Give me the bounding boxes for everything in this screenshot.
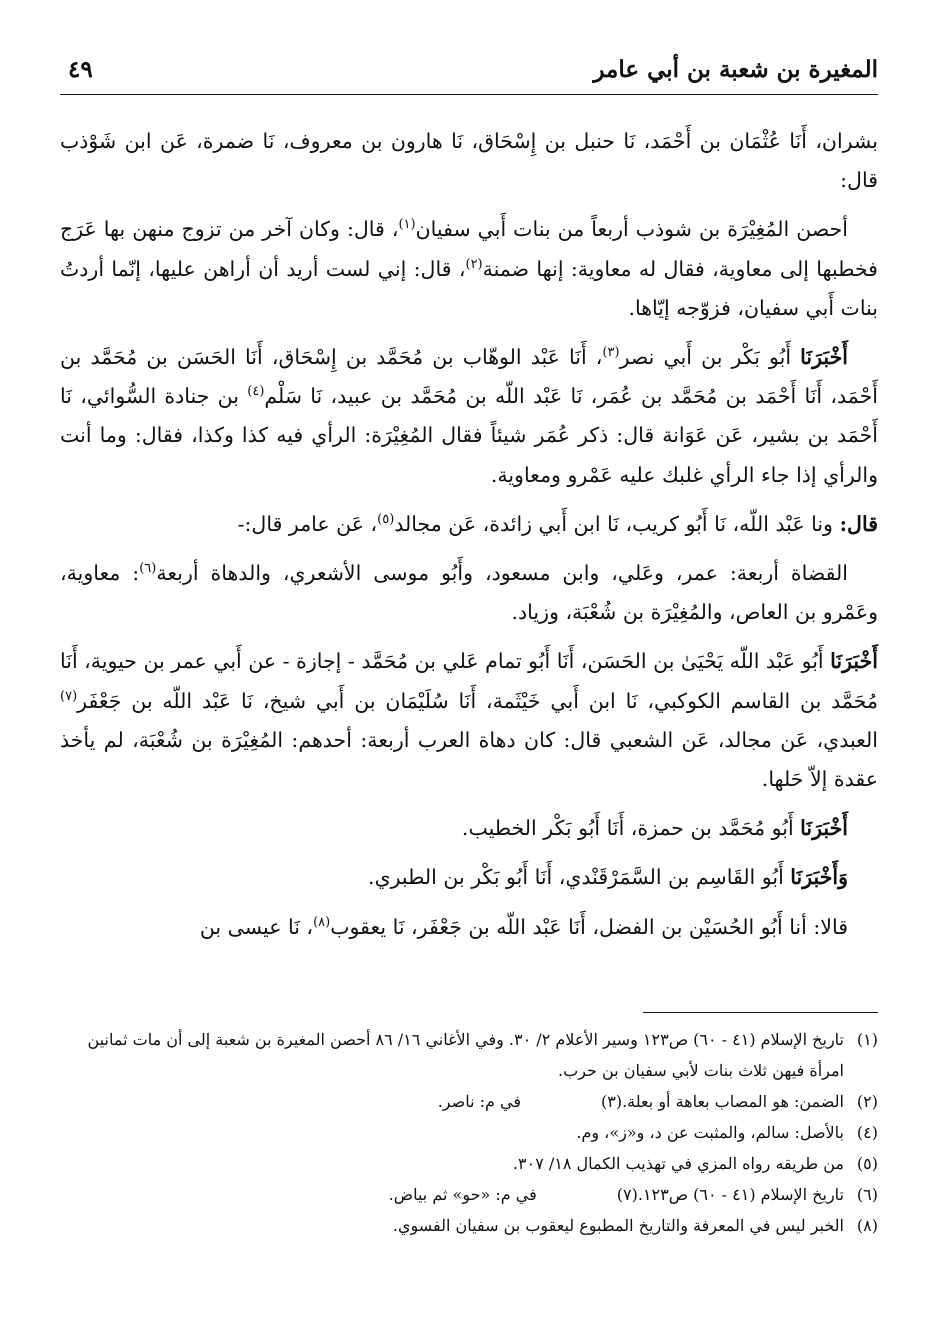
footnote-ref-8[interactable]: (٨) xyxy=(313,914,331,930)
paragraph-text: أَبُو القَاسِم بن السَّمَرْقَنْدي، أَنَا أَبُو بَكْر بن الطبري. xyxy=(368,865,791,890)
paragraph-qala xyxy=(60,505,878,544)
paragraph-report-abu-bakr xyxy=(60,338,878,495)
paragraph-text: أَبُو عَبْد اللّه يَحْيَىٰ بن الحَسَن، أَنَا أَبُو تمام عَلي بن مُحَمَّد - إجازة - عن أَبي عمر بن حيوية، أَنَا مُحَمَّد بن القاسم الكوكبي، نَا ابن أَبي خَيْثَمة، أَنَا سُلَيْمَان بن أَبي شيخ، نَا عَبْد اللّه بن جَعْفَر xyxy=(60,649,878,713)
footnote-1 xyxy=(60,1024,878,1086)
footnote-5 xyxy=(60,1148,878,1179)
footnote-number: (٣) xyxy=(601,1092,623,1111)
footnote-number: (١) xyxy=(856,1030,878,1049)
paragraph-text: بشران، أَنَا عُثْمَان بن أَحْمَد، نَا حنبل بن إِسْحَاق، نَا هارون بن معروف، نَا ضمرة، عَن ابن شَوْذب قال: xyxy=(60,129,878,193)
report-lead: أَخْبَرَنَا xyxy=(800,345,848,370)
footnote-6-7 xyxy=(60,1179,878,1210)
paragraph-text: ، أَنَا عَبْد الوهّاب بن مُحَمَّد بن إِسْحَاق، أَنَا الحَسَن بن مُحَمَّد بن أَحْمَد، أَنَا أَحْمَد بن مُحَمَّد بن عُمَر، نَا عَبْد اللّه بن مُحَمَّد بن عبيد، نَا سَلْم xyxy=(60,345,878,409)
paragraph-text: ، قال: وكان آخر من تزوج منهن بها عَرَج فخطبها إلى معاوية، فقال له معاوية: إنها ضمنة xyxy=(60,217,878,281)
footnote-text: الضمن: هو المصاب بعاهة أو بعلة. xyxy=(622,1092,844,1111)
paragraph-text: بن جنادة السُّوائي، نَا أَحْمَد بن بشير، عَن عَوَانة قال: ذكر عُمَر شيئاً فقال المُغِيْرَة: الرأي فيه كذا وكذا، فقال: وما أنت والرأي إذا جاء الرأي غلبك عليه عَمْرو ومعاوية. xyxy=(60,384,878,487)
footnote-number: (٧) xyxy=(616,1185,638,1204)
paragraph-isnad-opening xyxy=(60,122,878,200)
footnote-ref-4[interactable]: (٤) xyxy=(247,384,265,400)
paragraph-text: ، نَا عيسى بن xyxy=(199,914,314,939)
paragraph-text: أَبُو بَكْر بن أَبي نصر xyxy=(619,345,801,370)
footnote-separator xyxy=(643,1012,878,1013)
footnote-ref-1[interactable]: (١) xyxy=(398,217,416,233)
footnote-4 xyxy=(60,1117,878,1148)
footnotes xyxy=(60,1024,878,1241)
report-lead: قال: xyxy=(839,511,878,536)
footnote-text: من طريقه رواه المزي في تهذيب الكمال ١٨/ ٣٠٧. xyxy=(512,1154,844,1173)
paragraph-text: ، عَن عامر قال:- xyxy=(237,511,378,536)
running-title: المغيرة بن شعبة بن أبي عامر xyxy=(593,56,878,83)
footnote-ref-5[interactable]: (٥) xyxy=(377,512,395,527)
footnote-number: (٥) xyxy=(856,1154,878,1173)
paragraph-text: العبدي، عَن مجالد، عَن الشعبي قال: كان دهاة العرب أربعة: أحدهم: المُغِيْرَة بن شُعْبَة، لم يأخذ عقدة إلاّ حَلها. xyxy=(60,727,878,792)
footnote-text: في م: ناصر. xyxy=(437,1092,521,1111)
paragraph-text: ونا عَبْد اللّه، نَا أَبُو كريب، نَا ابن أَبي زائدة، عَن مجالد xyxy=(394,511,840,536)
paragraph-report-samarqandi xyxy=(60,858,878,897)
paragraph-report-hamza xyxy=(60,809,878,848)
footnote-number: (٤) xyxy=(856,1123,878,1142)
report-lead: أَخْبَرَنَا xyxy=(800,816,848,841)
footnote-ref-3[interactable]: (٣) xyxy=(602,345,620,361)
footnote-ref-2[interactable]: (٢) xyxy=(465,256,483,272)
footnote-text: تاريخ الإسلام (٤١ - ٦٠) ص١٢٣. xyxy=(637,1185,844,1204)
page-number: ٤٩ xyxy=(68,56,93,83)
footnote-number: (٦) xyxy=(856,1185,878,1204)
paragraph-report-yahya xyxy=(60,642,878,799)
footnote-number: (٨) xyxy=(856,1216,878,1235)
page-header xyxy=(60,48,878,95)
footnote-2-3 xyxy=(60,1086,878,1117)
paragraph-text: أحصن المُغِيْرَة بن شوذب أربعاً من بنات أَبي سفيان xyxy=(415,217,848,242)
paragraph-text: القضاة أربعة: عمر، وعَلي، وابن مسعود، وأَبُو موسى الأشعري، والدهاة أربعة xyxy=(156,561,848,586)
footnote-ref-6[interactable]: (٦) xyxy=(139,561,157,577)
footnote-number: (٢) xyxy=(856,1092,878,1111)
main-text xyxy=(60,122,878,957)
paragraph-judges-and-shrewd xyxy=(60,554,878,632)
paragraph-text: ، قال: إني لست أريد أن أراهن عليها، إنّما أردتُ بنات أَبي سفيان، فزوّجه إيّاها. xyxy=(60,256,878,320)
paragraph-text: أَبُو مُحَمَّد بن حمزة، أَنَا أَبُو بَكْر الخطيب. xyxy=(461,816,801,841)
footnote-text: تاريخ الإسلام (٤١ - ٦٠) ص١٢٣ وسير الأعلام ٢/ ٣٠. وفي الأغاني ١٦/ ٨٦ أحصن المغيرة بن شعبة إلى أن مات ثمانين امرأة فيهن ثلاث بنات لأبي سفيان بن حرب. xyxy=(87,1030,844,1080)
report-lead: أَخْبَرَنَا xyxy=(830,649,878,674)
paragraph-text: : معاوية، وعَمْرو بن العاص، والمُغِيْرَة بن شُعْبَة، وزياد. xyxy=(60,561,878,625)
footnote-text: الخبر ليس في المعرفة والتاريخ المطبوع ليعقوب بن سفيان الفسوي. xyxy=(392,1216,844,1235)
footnote-text: بالأصل: سالم، والمثبت عن د، و«ز»، وم. xyxy=(576,1123,844,1142)
footnote-ref-7[interactable]: (٧) xyxy=(60,688,78,704)
report-lead: وَأَخْبَرَنَا xyxy=(790,865,848,890)
paragraph-qalaa xyxy=(60,908,878,947)
footnote-text: في م: «حو» ثم بياض. xyxy=(388,1185,537,1204)
paragraph-text: قالا: أنا أَبُو الحُسَيْن بن الفضل، أَنَا عَبْد اللّه بن جَعْفَر، نَا يعقوب xyxy=(330,914,848,939)
footnote-8 xyxy=(60,1210,878,1241)
paragraph-mughira-marriages xyxy=(60,210,878,328)
